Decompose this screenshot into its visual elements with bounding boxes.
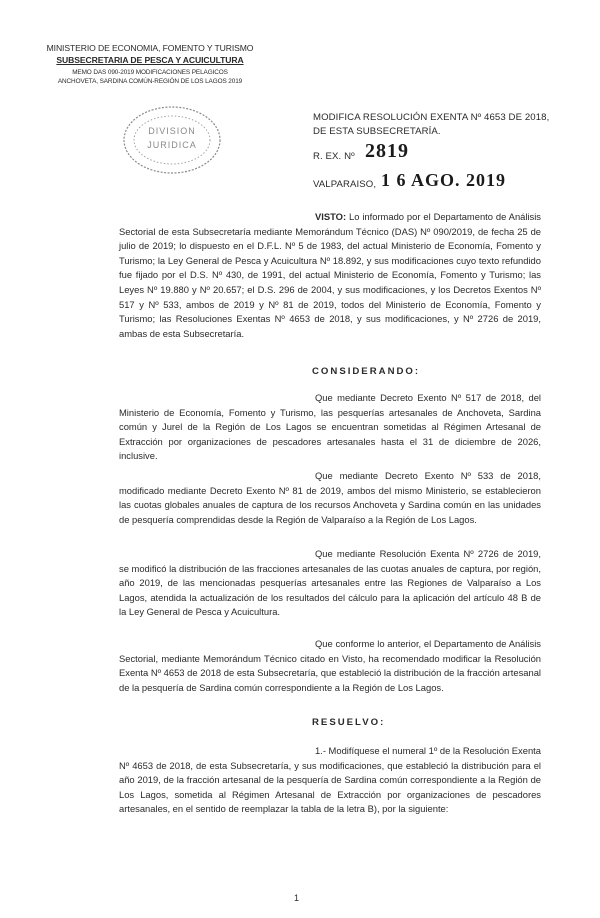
considerando-paragraph-2: Que mediante Decreto Exento Nº 533 de 2018, modificado mediante Decreto Exento Nº 81 de 2019, ambos del mismo Ministerio, se establecieron las cuotas globales anuales de captura de los recursos Anchoveta y Sardina común en las unidades de pesquería comprendidas desde la Región de Valparaíso a la Región de Los Lagos. bbox=[119, 470, 541, 525]
considerando-paragraph-3: Que mediante Resolución Exenta Nº 2726 de 2019, se modificó la distribución de las fracciones artesanales de las cuotas anuales de captura, por región, año 2019, de las mencionadas pesquerías artesanales entre las Regiones de Valparaíso a Los Lagos, atendida la actualización de los resultados del cálculo para la aplicación del artículo 48 B de la Ley General de Pesca y Acuicultura. bbox=[119, 548, 541, 618]
page-number: 1 bbox=[294, 893, 300, 903]
resolution-date: 1 6 AGO. 2019 bbox=[381, 170, 507, 190]
letterhead-ministry: MINISTERIO DE ECONOMIA, FOMENTO Y TURISMO bbox=[46, 43, 254, 53]
letterhead-subsecretaria: SUBSECRETARIA DE PESCA Y ACUICULTURA bbox=[56, 55, 244, 65]
resuelvo-paragraph-1: 1.- Modifíquese el numeral 1º de la Resolución Exenta Nº 4653 de 2018, de esta Subsecretaría, y sus modificaciones, que estableció la distribución para el año 2019, de la fracción artesanal de la pesquería de Sardina común correspondiente a la Región de Los Lagos, sometida al Régimen Artesanal de Extracción por organizaciones de pescadores artesanales, en el sentido de reemplazar la tabla de la letra B), por la siguiente: bbox=[119, 745, 541, 815]
visto-paragraph bbox=[119, 210, 541, 341]
considerando-paragraph-1: Que mediante Decreto Exento Nº 517 de 2018, del Ministerio de Economía, Fomento y Turismo, las pesquerías artesanales de Anchoveta, Sardina común y Jurel de la Región de Los Lagos se encuentran sometidas al Régimen Artesanal de Extracción por organizaciones de pescadores artesanales hasta el 31 de diciembre de 2026, inclusive. bbox=[119, 392, 541, 462]
considerando-heading: CONSIDERANDO: bbox=[312, 366, 421, 377]
visto-label: VISTO: bbox=[315, 211, 347, 222]
place-label: VALPARAISO, bbox=[313, 179, 377, 190]
resolution-title-line-1: MODIFICA RESOLUCIÓN EXENTA Nº 4653 DE 2018, bbox=[313, 112, 550, 123]
memo-reference-line-1: MEMO DAS 090-2019 MODIFICACIONES PELAGICOS bbox=[72, 69, 228, 76]
division-juridica-stamp bbox=[120, 104, 225, 176]
resuelvo-heading: RESUELVO: bbox=[312, 717, 386, 728]
resolution-title-line-2: DE ESTA SUBSECRETARÍA. bbox=[313, 126, 441, 137]
stamp-seal-icon bbox=[120, 104, 225, 176]
visto-text: Lo informado por el Departamento de Análisis Sectorial de esta Subsecretaría mediante Memorándum Técnico (DAS) Nº 090/2019, de fecha 25 de julio de 2019; lo dispuesto en el D.F.L. Nº 5 de 1983, del actual Ministerio de Economía, Fomento y Turismo; la Ley General de Pesca y Acuicultura Nº 18.892, y sus modificaciones cuyo texto refundido fue fijado por el D.S. Nº 430, de 1991, del actual Ministerio de Economía, Fomento y Turismo; las Leyes Nº 19.880 y Nº 20.657; el D.S. 296 de 2004, y sus modificaciones, y los Decretos Exentos Nº 517 y Nº 533, ambos de 2019 y Nº 81 de 2019, todos del Ministerio de Economía, Fomento y Turismo; las Resoluciones Exentas Nº 4653 de 2018, y sus modificaciones, y Nº 2726 de 2019, ambas de esta Subsecretaría. bbox=[119, 211, 541, 339]
memo-reference-line-2: ANCHOVETA, SARDINA COMÚN-REGIÓN DE LOS LAGOS 2019 bbox=[57, 78, 243, 85]
considerando-paragraph-4: Que conforme lo anterior, el Departamento de Análisis Sectorial, mediante Memorándum Técnico citado en Visto, ha recomendado modificar la Resolución Exenta Nº 4653 de 2018 de esta Subsecretaría, que estableció la distribución de la fracción artesanal de la pesquería de Sardina común correspondiente a la Región de Los Lagos. bbox=[119, 638, 541, 693]
stamp-text-line-2: JURIDICA bbox=[147, 140, 197, 150]
stamp-text-line-1: DIVISION bbox=[148, 126, 196, 136]
rex-label: R. EX. Nº bbox=[313, 151, 355, 162]
rex-number: 2819 bbox=[365, 140, 409, 162]
